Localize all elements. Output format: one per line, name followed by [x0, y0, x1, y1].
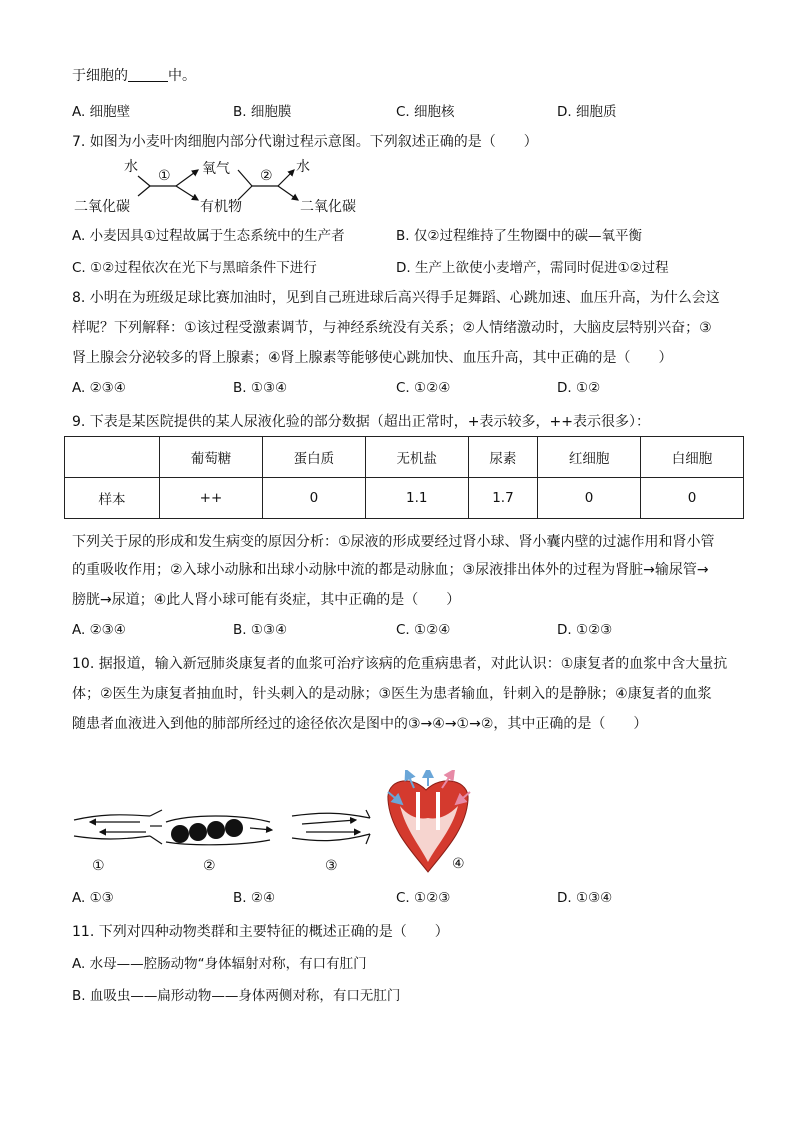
diagram-organic: 有机物 — [200, 199, 242, 215]
vessel-3-label: ③ — [325, 858, 338, 874]
q11-stem: 11. 下列对四种动物类群和主要特征的概述正确的是（ ） — [72, 924, 449, 940]
vessel-1-label: ① — [92, 858, 105, 874]
table-header-cell: 蛋白质 — [262, 437, 365, 478]
q8-option-d: D. ①② — [557, 380, 601, 396]
vessel-1-icon — [74, 810, 162, 844]
q8-option-b: B. ①③④ — [233, 380, 288, 396]
diagram-water-right: 水 — [296, 159, 310, 175]
diagram-co2-left: 二氧化碳 — [74, 199, 130, 215]
vessel-3-icon — [292, 810, 370, 844]
diagram-oxygen: 氧气 — [202, 161, 230, 177]
table-cell: 0 — [262, 478, 365, 519]
table-header-cell: 白细胞 — [641, 437, 744, 478]
q11-option-a: A. 水母——腔肠动物“身体辐射对称，有口有肛门 — [72, 956, 367, 972]
q6-options — [72, 100, 732, 120]
table-cell: 样本 — [65, 478, 160, 519]
q10-options — [72, 890, 732, 910]
q6-option-b: B. 细胞膜 — [233, 104, 292, 120]
answer-blank — [128, 67, 168, 82]
q7-option-b: B. 仅②过程维持了生物圈中的碳—氧平衡 — [396, 228, 642, 244]
q8-line-2: 样呢？下列解释：①该过程受激素调节，与神经系统没有关系；②人情绪激动时，大脑皮层特别兴奋；③ — [72, 320, 712, 336]
q8-line-3: 肾上腺会分泌较多的肾上腺素；④肾上腺素等能够使心跳加快、血压升高，其中正确的是（ ） — [72, 350, 673, 366]
q10-line-3: 随患者血液进入到他的肺部所经过的途径依次是图中的③→④→①→②，其中正确的是（ ） — [72, 716, 648, 732]
diagram-arrows — [72, 156, 372, 220]
q9-options — [72, 622, 732, 642]
q8-option-a: A. ②③④ — [72, 380, 126, 396]
table-cell: 1.1 — [365, 478, 468, 519]
table-header-cell — [65, 437, 160, 478]
q9-option-c: C. ①②④ — [396, 622, 451, 638]
q6-option-d: D. 细胞质 — [557, 104, 617, 120]
q6-option-c: C. 细胞核 — [396, 104, 455, 120]
q9-stem: 9. 下表是某医院提供的某人尿液化验的部分数据（超出正常时，+表示较多，++表示很多）： — [72, 414, 650, 430]
vessel-and-heart-diagram — [70, 770, 490, 880]
heart-label: ④ — [452, 856, 465, 872]
q7-options-row1 — [72, 224, 752, 244]
table-cell: 1.7 — [468, 478, 537, 519]
diagram-step-2: ② — [260, 168, 273, 184]
table-header-cell: 红细胞 — [538, 437, 641, 478]
q9-line-1: 下列关于尿的形成和发生病变的原因分析：①尿液的形成要经过肾小球、肾小囊内壁的过滤作用和肾小管 — [72, 534, 715, 550]
q10-line-2: 体；②医生为康复者抽血时，针头刺入的是动脉；③医生为患者输血，针刺入的是静脉；④康复者的血浆 — [72, 686, 712, 702]
table-header-cell: 尿素 — [468, 437, 537, 478]
q7-options-row2 — [72, 256, 752, 276]
q9-option-b: B. ①③④ — [233, 622, 288, 638]
q6-option-a: A. 细胞壁 — [72, 104, 131, 120]
q7-option-c: C. ①②过程依次在光下与黑暗条件下进行 — [72, 260, 317, 276]
q9-line-2: 的重吸收作用；②入球小动脉和出球小动脉中流的都是动脉血；③尿液排出体外的过程为肾脏→输尿管→ — [72, 562, 709, 578]
vessel-2-label: ② — [203, 858, 216, 874]
table-header-row — [65, 437, 744, 478]
table-header-cell: 葡萄糖 — [160, 437, 263, 478]
q10-option-b: B. ②④ — [233, 890, 276, 906]
q7-option-a: A. 小麦因具①过程故属于生态系统中的生产者 — [72, 228, 345, 244]
table-cell: 0 — [538, 478, 641, 519]
q9-option-d: D. ①②③ — [557, 622, 613, 638]
table-cell: 0 — [641, 478, 744, 519]
q10-line-1: 10. 据报道，输入新冠肺炎康复者的血浆可治疗该病的危重病患者，对此认识：①康复者的血浆中含大量抗 — [72, 656, 728, 672]
diagram-water-left: 水 — [124, 159, 138, 175]
q6-tail-end: 中。 — [168, 68, 196, 84]
q11-option-b: B. 血吸虫——扁形动物——身体两侧对称，有口无肛门 — [72, 988, 401, 1004]
q9-option-a: A. ②③④ — [72, 622, 126, 638]
table-header-cell: 无机盐 — [365, 437, 468, 478]
q7-option-d: D. 生产上欲使小麦增产，需同时促进①②过程 — [396, 260, 669, 276]
q7-metabolism-diagram — [72, 156, 372, 220]
urine-test-table — [64, 436, 744, 519]
q6-tail — [72, 66, 196, 86]
vessel-2-icon — [166, 816, 272, 845]
q10-option-d: D. ①③④ — [557, 890, 613, 906]
q6-tail-text: 于细胞的 — [72, 68, 128, 84]
table-cell: ++ — [160, 478, 263, 519]
q8-option-c: C. ①②④ — [396, 380, 451, 396]
diagram-co2-right: 二氧化碳 — [300, 199, 356, 215]
q10-option-a: A. ①③ — [72, 890, 114, 906]
diagram-step-1: ① — [158, 168, 171, 184]
q9-line-3: 膀胱→尿道；④此人肾小球可能有炎症，其中正确的是（ ） — [72, 592, 461, 608]
q8-options — [72, 380, 732, 400]
q7-stem: 7. 如图为小麦叶肉细胞内部分代谢过程示意图。下列叙述正确的是（ ） — [72, 134, 538, 150]
q10-option-c: C. ①②③ — [396, 890, 451, 906]
q8-line-1: 8. 小明在为班级足球比赛加油时，见到自己班进球后高兴得手足舞蹈、心跳加速、血压升高，为什么会这 — [72, 290, 720, 306]
q10-blood-vessel-figure — [70, 770, 490, 880]
table-row — [65, 478, 744, 519]
